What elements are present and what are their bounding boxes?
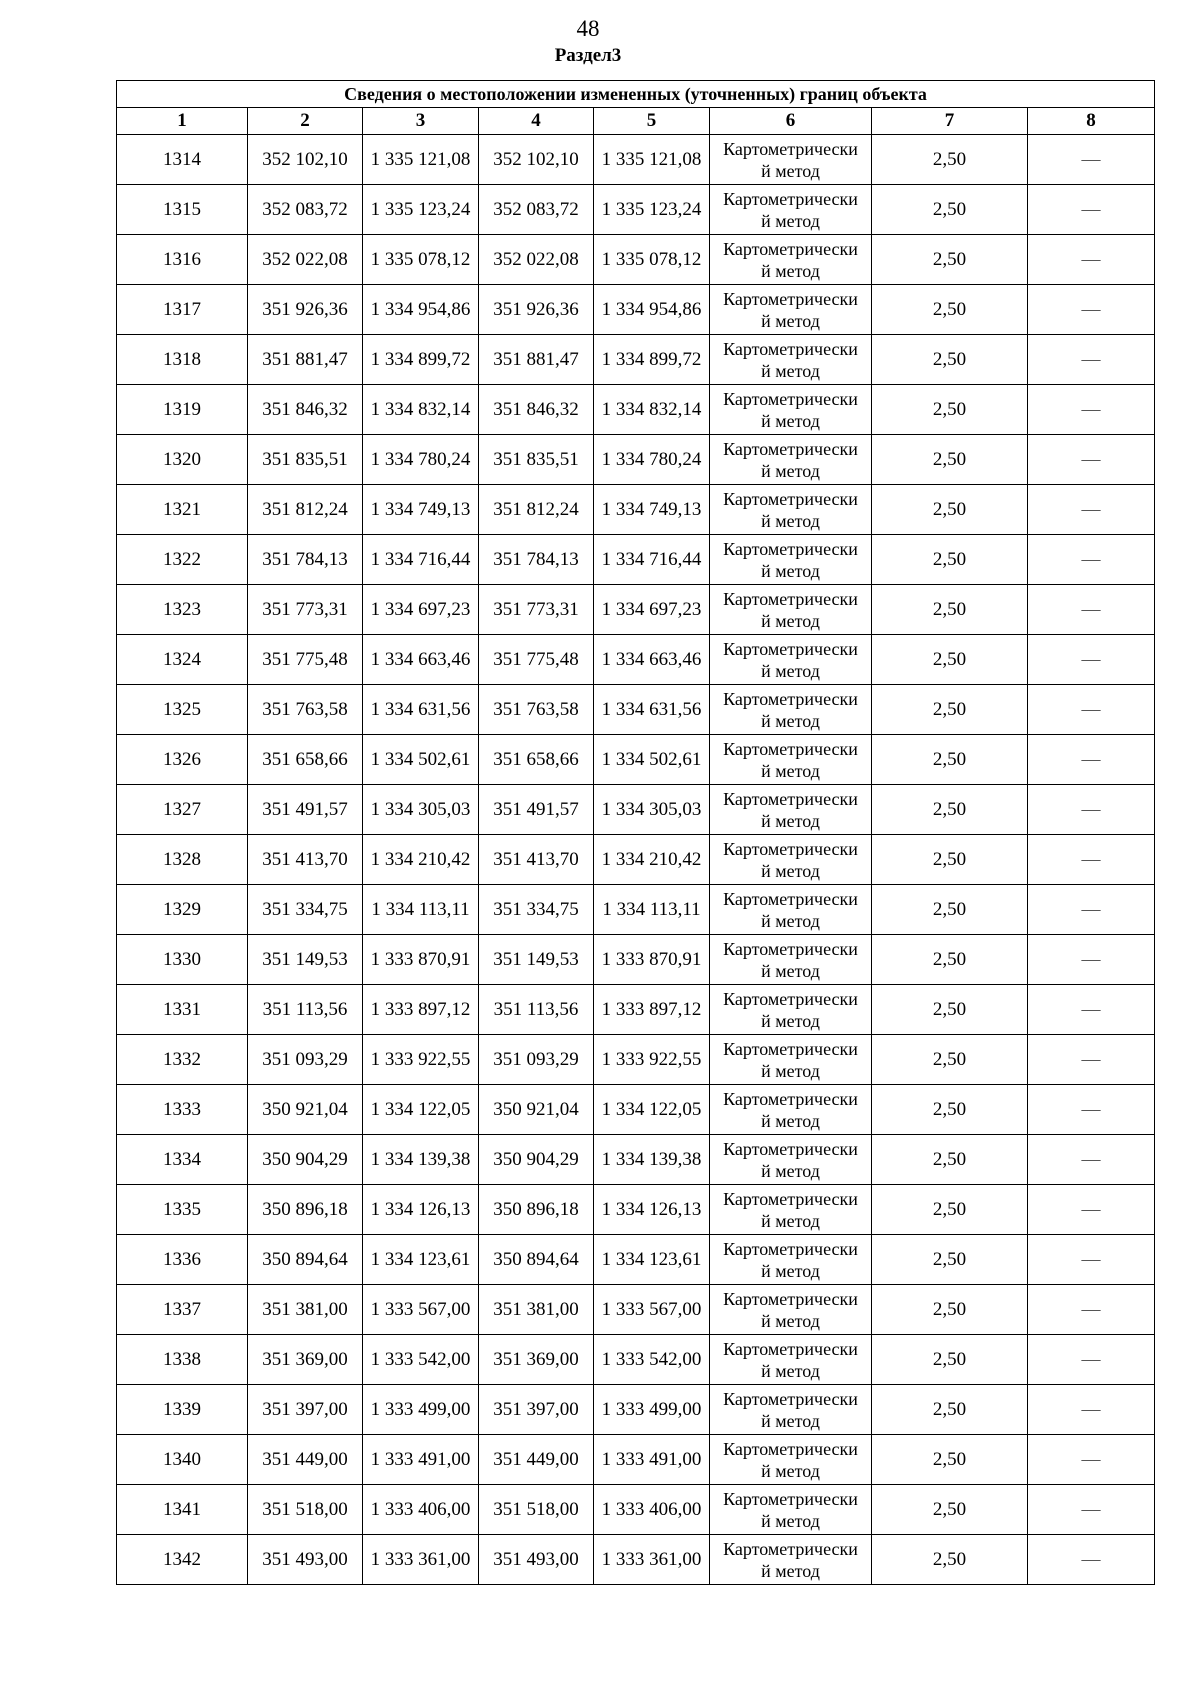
note-cell: —	[1028, 1085, 1155, 1135]
point-number-cell: 1327	[117, 785, 248, 835]
x-old-cell: 351 763,58	[248, 685, 363, 735]
x-new-cell: 351 773,31	[479, 585, 594, 635]
accuracy-cell: 2,50	[872, 185, 1028, 235]
x-new-cell: 351 149,53	[479, 935, 594, 985]
y-new-cell: 1 334 126,13	[594, 1185, 710, 1235]
accuracy-cell: 2,50	[872, 435, 1028, 485]
x-old-cell: 351 149,53	[248, 935, 363, 985]
table-row	[117, 885, 1155, 935]
y-new-cell: 1 334 139,38	[594, 1135, 710, 1185]
x-new-cell: 351 835,51	[479, 435, 594, 485]
table-row	[117, 735, 1155, 785]
y-old-cell: 1 334 122,05	[363, 1085, 479, 1135]
y-new-cell: 1 334 954,86	[594, 285, 710, 335]
accuracy-cell: 2,50	[872, 285, 1028, 335]
accuracy-cell: 2,50	[872, 985, 1028, 1035]
y-new-cell: 1 333 567,00	[594, 1285, 710, 1335]
y-old-cell: 1 333 491,00	[363, 1435, 479, 1485]
x-new-cell: 351 812,24	[479, 485, 594, 535]
x-new-cell: 351 093,29	[479, 1035, 594, 1085]
note-cell: —	[1028, 1535, 1155, 1585]
x-new-cell: 351 518,00	[479, 1485, 594, 1535]
x-new-cell: 351 113,56	[479, 985, 594, 1035]
y-new-cell: 1 333 406,00	[594, 1485, 710, 1535]
point-number-cell: 1328	[117, 835, 248, 885]
y-old-cell: 1 334 749,13	[363, 485, 479, 535]
method-cell: Картометрически й метод	[710, 835, 872, 885]
x-old-cell: 351 773,31	[248, 585, 363, 635]
accuracy-cell: 2,50	[872, 1285, 1028, 1335]
x-new-cell: 351 369,00	[479, 1335, 594, 1385]
table-row	[117, 685, 1155, 735]
method-cell: Картометрически й метод	[710, 1385, 872, 1435]
x-old-cell: 351 926,36	[248, 285, 363, 335]
note-cell: —	[1028, 885, 1155, 935]
y-old-cell: 1 334 631,56	[363, 685, 479, 735]
table-row	[117, 1435, 1155, 1485]
note-cell: —	[1028, 1185, 1155, 1235]
y-new-cell: 1 334 663,46	[594, 635, 710, 685]
x-old-cell: 351 113,56	[248, 985, 363, 1035]
method-cell: Картометрически й метод	[710, 235, 872, 285]
y-new-cell: 1 334 899,72	[594, 335, 710, 385]
accuracy-cell: 2,50	[872, 385, 1028, 435]
column-number: 4	[479, 108, 594, 135]
x-new-cell: 352 083,72	[479, 185, 594, 235]
table-row	[117, 285, 1155, 335]
method-cell: Картометрически й метод	[710, 1135, 872, 1185]
x-old-cell: 351 881,47	[248, 335, 363, 385]
x-old-cell: 351 413,70	[248, 835, 363, 885]
accuracy-cell: 2,50	[872, 235, 1028, 285]
y-new-cell: 1 334 697,23	[594, 585, 710, 635]
x-new-cell: 351 413,70	[479, 835, 594, 885]
column-number: 6	[710, 108, 872, 135]
x-new-cell: 350 921,04	[479, 1085, 594, 1135]
method-cell: Картометрически й метод	[710, 735, 872, 785]
y-old-cell: 1 333 870,91	[363, 935, 479, 985]
method-cell: Картометрически й метод	[710, 535, 872, 585]
x-new-cell: 351 449,00	[479, 1435, 594, 1485]
x-old-cell: 351 658,66	[248, 735, 363, 785]
y-old-cell: 1 334 780,24	[363, 435, 479, 485]
x-old-cell: 352 022,08	[248, 235, 363, 285]
x-new-cell: 350 894,64	[479, 1235, 594, 1285]
column-number: 7	[872, 108, 1028, 135]
y-old-cell: 1 333 897,12	[363, 985, 479, 1035]
point-number-cell: 1322	[117, 535, 248, 585]
x-new-cell: 351 334,75	[479, 885, 594, 935]
point-number-cell: 1331	[117, 985, 248, 1035]
x-new-cell: 351 491,57	[479, 785, 594, 835]
y-new-cell: 1 333 922,55	[594, 1035, 710, 1085]
accuracy-cell: 2,50	[872, 685, 1028, 735]
x-old-cell: 350 904,29	[248, 1135, 363, 1185]
y-old-cell: 1 334 126,13	[363, 1185, 479, 1235]
y-new-cell: 1 333 361,00	[594, 1535, 710, 1585]
note-cell: —	[1028, 1335, 1155, 1385]
y-old-cell: 1 333 499,00	[363, 1385, 479, 1435]
y-old-cell: 1 334 697,23	[363, 585, 479, 635]
x-old-cell: 350 896,18	[248, 1185, 363, 1235]
x-new-cell: 352 102,10	[479, 135, 594, 185]
y-old-cell: 1 334 502,61	[363, 735, 479, 785]
point-number-cell: 1321	[117, 485, 248, 535]
table-row	[117, 185, 1155, 235]
table-row	[117, 985, 1155, 1035]
table-row	[117, 1535, 1155, 1585]
y-old-cell: 1 334 954,86	[363, 285, 479, 335]
x-new-cell: 351 493,00	[479, 1535, 594, 1585]
y-new-cell: 1 335 078,12	[594, 235, 710, 285]
x-new-cell: 351 784,13	[479, 535, 594, 585]
accuracy-cell: 2,50	[872, 135, 1028, 185]
y-new-cell: 1 333 897,12	[594, 985, 710, 1035]
note-cell: —	[1028, 985, 1155, 1035]
accuracy-cell: 2,50	[872, 1335, 1028, 1385]
method-cell: Картометрически й метод	[710, 485, 872, 535]
x-new-cell: 351 775,48	[479, 635, 594, 685]
column-number: 1	[117, 108, 248, 135]
point-number-cell: 1342	[117, 1535, 248, 1585]
method-cell: Картометрически й метод	[710, 1085, 872, 1135]
y-old-cell: 1 334 210,42	[363, 835, 479, 885]
table-row	[117, 1385, 1155, 1435]
method-cell: Картометрически й метод	[710, 585, 872, 635]
note-cell: —	[1028, 735, 1155, 785]
point-number-cell: 1326	[117, 735, 248, 785]
column-number-row	[117, 108, 1155, 135]
x-new-cell: 351 381,00	[479, 1285, 594, 1335]
x-new-cell: 350 896,18	[479, 1185, 594, 1235]
note-cell: —	[1028, 635, 1155, 685]
accuracy-cell: 2,50	[872, 935, 1028, 985]
accuracy-cell: 2,50	[872, 1435, 1028, 1485]
y-new-cell: 1 334 122,05	[594, 1085, 710, 1135]
accuracy-cell: 2,50	[872, 835, 1028, 885]
table-row	[117, 1335, 1155, 1385]
table-row	[117, 1485, 1155, 1535]
accuracy-cell: 2,50	[872, 1035, 1028, 1085]
point-number-cell: 1339	[117, 1385, 248, 1435]
y-new-cell: 1 334 210,42	[594, 835, 710, 885]
y-new-cell: 1 334 716,44	[594, 535, 710, 585]
table-row	[117, 785, 1155, 835]
x-old-cell: 351 369,00	[248, 1335, 363, 1385]
point-number-cell: 1338	[117, 1335, 248, 1385]
table-row	[117, 585, 1155, 635]
x-old-cell: 350 921,04	[248, 1085, 363, 1135]
x-new-cell: 352 022,08	[479, 235, 594, 285]
y-new-cell: 1 334 113,11	[594, 885, 710, 935]
x-old-cell: 351 449,00	[248, 1435, 363, 1485]
x-old-cell: 351 518,00	[248, 1485, 363, 1535]
x-old-cell: 351 093,29	[248, 1035, 363, 1085]
method-cell: Картометрически й метод	[710, 435, 872, 485]
y-new-cell: 1 333 499,00	[594, 1385, 710, 1435]
accuracy-cell: 2,50	[872, 885, 1028, 935]
method-cell: Картометрически й метод	[710, 1535, 872, 1585]
x-old-cell: 351 381,00	[248, 1285, 363, 1335]
point-number-cell: 1337	[117, 1285, 248, 1335]
y-old-cell: 1 334 305,03	[363, 785, 479, 835]
x-new-cell: 351 397,00	[479, 1385, 594, 1435]
point-number-cell: 1315	[117, 185, 248, 235]
y-old-cell: 1 334 123,61	[363, 1235, 479, 1285]
x-new-cell: 351 846,32	[479, 385, 594, 435]
y-new-cell: 1 334 832,14	[594, 385, 710, 435]
note-cell: —	[1028, 1235, 1155, 1285]
method-cell: Картометрически й метод	[710, 335, 872, 385]
y-old-cell: 1 333 361,00	[363, 1535, 479, 1585]
method-cell: Картометрически й метод	[710, 1335, 872, 1385]
table-row	[117, 1135, 1155, 1185]
table-body	[117, 135, 1155, 1585]
table-row	[117, 1185, 1155, 1235]
table-row	[117, 385, 1155, 435]
note-cell: —	[1028, 1035, 1155, 1085]
note-cell: —	[1028, 1385, 1155, 1435]
point-number-cell: 1323	[117, 585, 248, 635]
table-caption-row	[117, 81, 1155, 108]
method-cell: Картометрически й метод	[710, 135, 872, 185]
note-cell: —	[1028, 935, 1155, 985]
note-cell: —	[1028, 785, 1155, 835]
x-old-cell: 350 894,64	[248, 1235, 363, 1285]
note-cell: —	[1028, 1485, 1155, 1535]
accuracy-cell: 2,50	[872, 335, 1028, 385]
x-old-cell: 351 397,00	[248, 1385, 363, 1435]
method-cell: Картометрически й метод	[710, 1285, 872, 1335]
point-number-cell: 1320	[117, 435, 248, 485]
point-number-cell: 1330	[117, 935, 248, 985]
accuracy-cell: 2,50	[872, 1235, 1028, 1285]
accuracy-cell: 2,50	[872, 635, 1028, 685]
y-new-cell: 1 333 491,00	[594, 1435, 710, 1485]
table-row	[117, 1285, 1155, 1335]
y-new-cell: 1 334 780,24	[594, 435, 710, 485]
method-cell: Картометрически й метод	[710, 1035, 872, 1085]
x-old-cell: 352 102,10	[248, 135, 363, 185]
method-cell: Картометрически й метод	[710, 1435, 872, 1485]
y-new-cell: 1 334 502,61	[594, 735, 710, 785]
method-cell: Картометрически й метод	[710, 635, 872, 685]
accuracy-cell: 2,50	[872, 485, 1028, 535]
point-number-cell: 1324	[117, 635, 248, 685]
accuracy-cell: 2,50	[872, 1485, 1028, 1535]
note-cell: —	[1028, 485, 1155, 535]
table-row	[117, 1035, 1155, 1085]
method-cell: Картометрически й метод	[710, 935, 872, 985]
y-old-cell: 1 333 922,55	[363, 1035, 479, 1085]
y-new-cell: 1 334 631,56	[594, 685, 710, 735]
accuracy-cell: 2,50	[872, 1535, 1028, 1585]
table-row	[117, 835, 1155, 885]
note-cell: —	[1028, 835, 1155, 885]
table-row	[117, 935, 1155, 985]
method-cell: Картометрически й метод	[710, 385, 872, 435]
note-cell: —	[1028, 435, 1155, 485]
x-new-cell: 351 881,47	[479, 335, 594, 385]
point-number-cell: 1335	[117, 1185, 248, 1235]
accuracy-cell: 2,50	[872, 735, 1028, 785]
point-number-cell: 1340	[117, 1435, 248, 1485]
x-new-cell: 351 658,66	[479, 735, 594, 785]
point-number-cell: 1341	[117, 1485, 248, 1535]
column-number: 3	[363, 108, 479, 135]
y-old-cell: 1 335 123,24	[363, 185, 479, 235]
x-old-cell: 351 334,75	[248, 885, 363, 935]
method-cell: Картометрически й метод	[710, 885, 872, 935]
table-row	[117, 435, 1155, 485]
table-row	[117, 1085, 1155, 1135]
x-old-cell: 351 846,32	[248, 385, 363, 435]
point-number-cell: 1319	[117, 385, 248, 435]
accuracy-cell: 2,50	[872, 1185, 1028, 1235]
x-old-cell: 351 493,00	[248, 1535, 363, 1585]
y-old-cell: 1 335 121,08	[363, 135, 479, 185]
note-cell: —	[1028, 135, 1155, 185]
y-old-cell: 1 333 542,00	[363, 1335, 479, 1385]
accuracy-cell: 2,50	[872, 785, 1028, 835]
y-new-cell: 1 333 870,91	[594, 935, 710, 985]
point-number-cell: 1332	[117, 1035, 248, 1085]
y-new-cell: 1 335 121,08	[594, 135, 710, 185]
table-row	[117, 235, 1155, 285]
table-row	[117, 485, 1155, 535]
point-number-cell: 1325	[117, 685, 248, 735]
method-cell: Картометрически й метод	[710, 285, 872, 335]
x-old-cell: 351 835,51	[248, 435, 363, 485]
table-row	[117, 1235, 1155, 1285]
column-number: 8	[1028, 108, 1155, 135]
point-number-cell: 1314	[117, 135, 248, 185]
x-old-cell: 351 491,57	[248, 785, 363, 835]
y-old-cell: 1 334 139,38	[363, 1135, 479, 1185]
note-cell: —	[1028, 335, 1155, 385]
y-new-cell: 1 334 305,03	[594, 785, 710, 835]
method-cell: Картометрически й метод	[710, 985, 872, 1035]
point-number-cell: 1329	[117, 885, 248, 935]
accuracy-cell: 2,50	[872, 1385, 1028, 1435]
accuracy-cell: 2,50	[872, 535, 1028, 585]
y-old-cell: 1 335 078,12	[363, 235, 479, 285]
column-number: 2	[248, 108, 363, 135]
table-row	[117, 635, 1155, 685]
coordinates-table	[116, 80, 1155, 1585]
note-cell: —	[1028, 585, 1155, 635]
x-new-cell: 351 926,36	[479, 285, 594, 335]
note-cell: —	[1028, 235, 1155, 285]
point-number-cell: 1333	[117, 1085, 248, 1135]
y-old-cell: 1 334 832,14	[363, 385, 479, 435]
note-cell: —	[1028, 685, 1155, 735]
x-old-cell: 351 784,13	[248, 535, 363, 585]
y-old-cell: 1 334 663,46	[363, 635, 479, 685]
x-old-cell: 351 812,24	[248, 485, 363, 535]
table-caption: Сведения о местоположении измененных (уточненных) границ объекта	[117, 81, 1155, 108]
y-old-cell: 1 333 406,00	[363, 1485, 479, 1535]
note-cell: —	[1028, 1435, 1155, 1485]
y-new-cell: 1 335 123,24	[594, 185, 710, 235]
point-number-cell: 1334	[117, 1135, 248, 1185]
method-cell: Картометрически й метод	[710, 1185, 872, 1235]
x-new-cell: 350 904,29	[479, 1135, 594, 1185]
y-new-cell: 1 334 749,13	[594, 485, 710, 535]
y-new-cell: 1 334 123,61	[594, 1235, 710, 1285]
accuracy-cell: 2,50	[872, 585, 1028, 635]
y-old-cell: 1 333 567,00	[363, 1285, 479, 1335]
column-number: 5	[594, 108, 710, 135]
note-cell: —	[1028, 1135, 1155, 1185]
point-number-cell: 1336	[117, 1235, 248, 1285]
note-cell: —	[1028, 1285, 1155, 1335]
section-title: Раздел3	[554, 45, 622, 66]
x-new-cell: 351 763,58	[479, 685, 594, 735]
note-cell: —	[1028, 535, 1155, 585]
accuracy-cell: 2,50	[872, 1085, 1028, 1135]
method-cell: Картометрически й метод	[710, 1485, 872, 1535]
y-old-cell: 1 334 113,11	[363, 885, 479, 935]
accuracy-cell: 2,50	[872, 1135, 1028, 1185]
x-old-cell: 351 775,48	[248, 635, 363, 685]
point-number-cell: 1318	[117, 335, 248, 385]
note-cell: —	[1028, 385, 1155, 435]
table-row	[117, 535, 1155, 585]
method-cell: Картометрически й метод	[710, 785, 872, 835]
point-number-cell: 1316	[117, 235, 248, 285]
method-cell: Картометрически й метод	[710, 685, 872, 735]
y-old-cell: 1 334 716,44	[363, 535, 479, 585]
page-number: 48	[576, 16, 600, 41]
table-row	[117, 135, 1155, 185]
note-cell: —	[1028, 185, 1155, 235]
y-new-cell: 1 333 542,00	[594, 1335, 710, 1385]
method-cell: Картометрически й метод	[710, 1235, 872, 1285]
method-cell: Картометрически й метод	[710, 185, 872, 235]
note-cell: —	[1028, 285, 1155, 335]
point-number-cell: 1317	[117, 285, 248, 335]
y-old-cell: 1 334 899,72	[363, 335, 479, 385]
x-old-cell: 352 083,72	[248, 185, 363, 235]
table-row	[117, 335, 1155, 385]
